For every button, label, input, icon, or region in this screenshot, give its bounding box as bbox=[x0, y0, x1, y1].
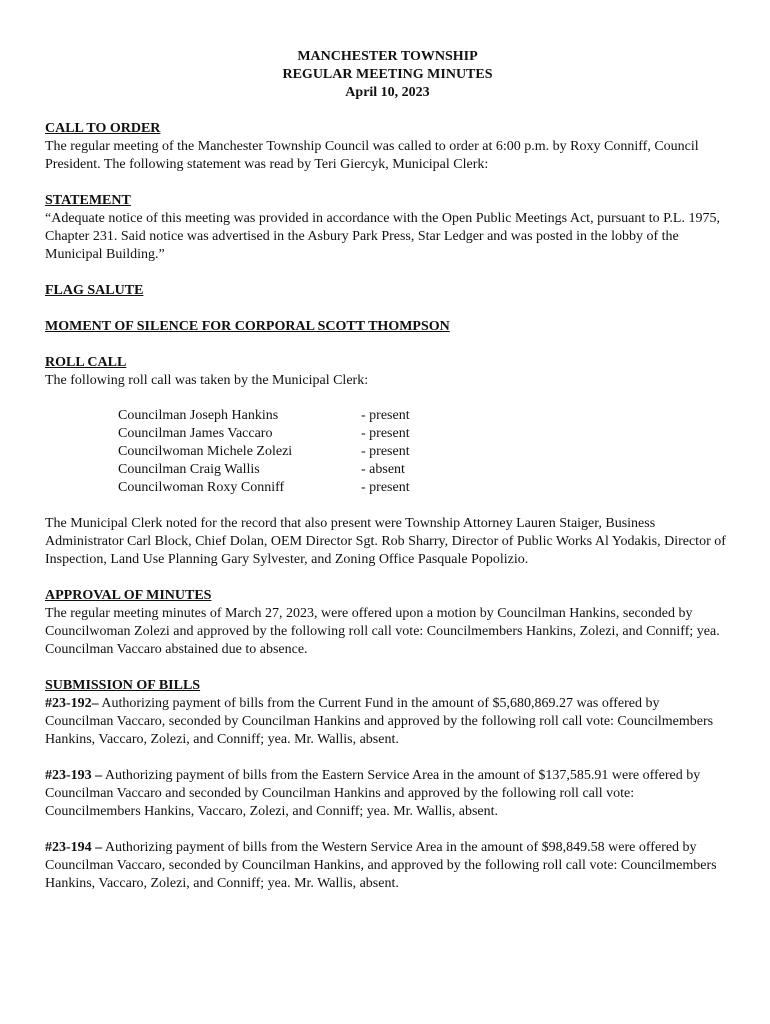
table-row bbox=[118, 461, 410, 479]
member-name: Councilman Craig Wallis bbox=[118, 462, 260, 477]
bill-paragraph bbox=[45, 839, 730, 893]
submission-of-bills-heading: SUBMISSION OF BILLS bbox=[45, 678, 201, 693]
roll-call-table bbox=[118, 407, 410, 497]
submission-of-bills-section bbox=[45, 677, 730, 893]
member-name: Councilman James Vaccaro bbox=[118, 426, 273, 441]
moment-of-silence-heading: MOMENT OF SILENCE FOR CORPORAL SCOTT THOMPSON bbox=[45, 319, 450, 334]
table-row bbox=[118, 425, 410, 443]
bill-paragraph bbox=[45, 695, 730, 749]
member-name: Councilwoman Roxy Conniff bbox=[118, 480, 285, 495]
bill-number: #23-192– bbox=[45, 696, 99, 711]
moment-of-silence-section bbox=[45, 318, 730, 336]
member-status: - absent bbox=[361, 462, 405, 477]
roll-call-intro: The following roll call was taken by the Municipal Clerk: bbox=[45, 373, 369, 388]
table-row bbox=[118, 479, 410, 497]
member-status: - present bbox=[361, 426, 410, 441]
roll-call-section bbox=[45, 354, 730, 569]
bill-text: Authorizing payment of bills from the Eastern Service Area in the amount of $137,585.91 were offered by Councilman Vaccaro and seconded by Councilman Hankins and approved by the following roll call vote: Councilmembers Hankins, Vaccaro, Zolezi, and Conniff; yea. Mr. Wallis, absent. bbox=[45, 768, 701, 819]
minutes-title: REGULAR MEETING MINUTES bbox=[282, 67, 493, 82]
member-status: - present bbox=[361, 408, 410, 423]
approval-of-minutes-text: The regular meeting minutes of March 27, 2023, were offered upon a motion by Councilman Hankins, seconded by Councilwoman Zolezi and approved by the following roll call vote: Councilmembers Hankins, Zolezi, and Conniff; yea. Councilman Vaccaro abstained due to absence. bbox=[45, 606, 720, 657]
flag-salute-heading: FLAG SALUTE bbox=[45, 283, 144, 298]
bill-number: #23-193 – bbox=[45, 768, 103, 783]
call-to-order-text: The regular meeting of the Manchester Township Council was called to order at 6:00 p.m. by Roxy Conniff, Council President. The following statement was read by Teri Giercyk, Municipal Clerk: bbox=[45, 139, 699, 172]
bill-text: Authorizing payment of bills from the Western Service Area in the amount of $98,849.58 were offered by Councilman Vaccaro, seconded by Councilman Hankins, and approved by the following roll call vote: Councilmembers Hankins, Vaccaro, Zolezi, and Conniff; yea. Mr. Wallis, absent. bbox=[45, 840, 717, 891]
meeting-date: April 10, 2023 bbox=[345, 85, 430, 100]
call-to-order-section bbox=[45, 120, 730, 174]
bill-text: Authorizing payment of bills from the Current Fund in the amount of $5,680,869.27 was offered by Councilman Vaccaro, seconded by Councilman Hankins and approved by the following roll call vote: Councilmembers Hankins, Vaccaro, Zolezi, and Conniff; yea. Mr. Wallis, absent. bbox=[45, 696, 714, 747]
table-row bbox=[118, 407, 410, 425]
call-to-order-heading: CALL TO ORDER bbox=[45, 121, 161, 136]
township-title: MANCHESTER TOWNSHIP bbox=[297, 49, 478, 64]
member-name: Councilman Joseph Hankins bbox=[118, 408, 279, 423]
table-row bbox=[118, 443, 410, 461]
bill-number: #23-194 – bbox=[45, 840, 103, 855]
document-header bbox=[45, 48, 730, 102]
statement-text: “Adequate notice of this meeting was provided in accordance with the Open Public Meetings Act, pursuant to P.L. 1975, Chapter 231. Said notice was advertised in the Asbury Park Press, Star Ledger and was posted in the lobby of the Municipal Building.” bbox=[45, 211, 720, 262]
member-name: Councilwoman Michele Zolezi bbox=[118, 444, 293, 459]
approval-of-minutes-heading: APPROVAL OF MINUTES bbox=[45, 588, 212, 603]
roll-call-heading: ROLL CALL bbox=[45, 355, 127, 370]
member-status: - present bbox=[361, 444, 410, 459]
flag-salute-section bbox=[45, 282, 730, 300]
approval-of-minutes-section bbox=[45, 587, 730, 659]
roll-call-note: The Municipal Clerk noted for the record that also present were Township Attorney Lauren Staiger, Business Administrator Carl Block, Chief Dolan, OEM Director Sgt. Rob Sharry, Director of Public Works Al Yodakis, Director of Inspection, Land Use Planning Gary Sylvester, and Zoning Office Pasquale Popolizio. bbox=[45, 516, 726, 567]
statement-heading: STATEMENT bbox=[45, 193, 131, 208]
bill-paragraph bbox=[45, 767, 730, 821]
statement-section bbox=[45, 192, 730, 264]
minutes-page bbox=[45, 48, 730, 893]
member-status: - present bbox=[361, 480, 410, 495]
